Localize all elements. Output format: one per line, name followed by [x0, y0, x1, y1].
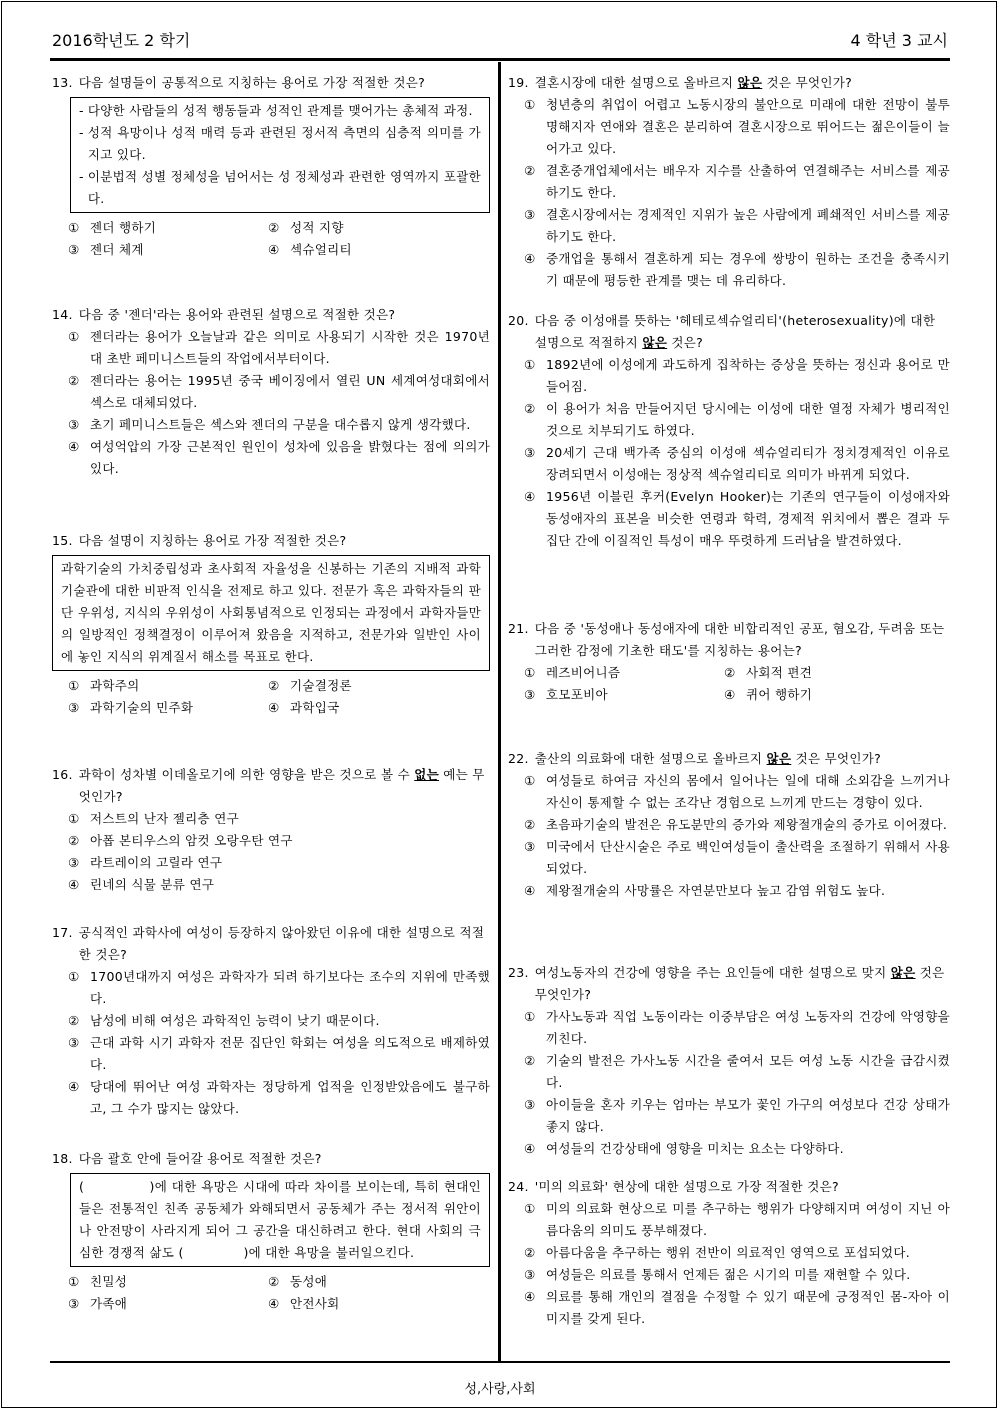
answer-option[interactable]: ① 1892년에 이성에게 과도하게 집착하는 증상을 뜻하는 정신과 용어로 만들어짐.: [524, 357, 950, 394]
subject-footer: 성,사랑,사회: [464, 1382, 536, 1397]
box-item: 이분법적 성별 정체성을 넘어서는 성 정체성과 관련한 영역까지 포괄한다.: [87, 169, 481, 206]
answer-option[interactable]: ① 청년층의 취업이 어렵고 노동시장의 불안으로 미래에 대한 전망이 불투명해지자 연애와 결혼은 분리하여 결혼시장으로 뛰어드는 젊은이들이 늘어가고 있다.: [524, 97, 950, 156]
answer-option[interactable]: ② 초음파기술의 발전은 유도분만의 증가와 제왕절개술의 증가로 이어졌다.: [524, 817, 948, 832]
exam-session: 4 학년 3 교시: [850, 31, 948, 50]
box-item: 성적 욕망이나 성적 매력 등과 관련된 정서적 측면의 심층적 의미를 가지고 있다.: [87, 125, 481, 162]
question-number: 21.: [508, 621, 529, 636]
answer-option[interactable]: ④ 섹슈얼리티: [268, 242, 352, 257]
question-stem: 결혼시장에 대한 설명으로 올바르지 않은 것은 무엇인가?: [534, 75, 853, 90]
answer-option[interactable]: ② 기술의 발전은 가사노동 시간을 줄여서 모든 여성 노동 시간을 급감시켰다.: [524, 1053, 950, 1090]
answer-option[interactable]: ④ 의료를 통해 개인의 결점을 수정할 수 있기 때문에 긍정적인 몸-자아 이미지를 갖게 된다.: [524, 1289, 950, 1326]
column-divider: [498, 62, 501, 1362]
answer-option[interactable]: ④ 과학입국: [268, 700, 340, 715]
answer-option[interactable]: ① 과학주의: [68, 678, 140, 693]
question-16: [52, 764, 490, 922]
answer-option[interactable]: ② 기술결정론: [268, 678, 352, 693]
answer-option[interactable]: ② 사회적 편견: [724, 665, 813, 680]
answer-option[interactable]: ③ 근대 과학 시기 과학자 전문 집단인 학회는 여성을 의도적으로 배제하였다.: [68, 1035, 490, 1072]
answer-option[interactable]: ④ 1956년 이블린 후커(Evelyn Hooker)는 기존의 연구들이 이성애자와 동성애자의 표본을 비슷한 연령과 학력, 경제적 위치에서 뽑은 결과 두 집단 간에 이질적인 특성이 매우 뚜렷하게 드러남을 발견하였다.: [524, 489, 950, 548]
question-number: 17.: [52, 925, 73, 940]
answer-option[interactable]: ① 여성들로 하여금 자신의 몸에서 일어나는 일에 대해 소외감을 느끼거나 자신이 통제할 수 없는 조각난 경험으로 느끼게 만드는 경향이 있다.: [524, 773, 950, 810]
question-box: - 다양한 사람들의 성적 행동들과 성적인 관계를 맺어가는 총체적 과정. - 성적 욕망이나 성적 매력 등과 관련된 정서적 측면의 심층적 의미를 가지고 있다. - 이분법적 성별 정체성을 넘어서는 성 정체성과 관련한 영역까지 포괄한다.: [70, 97, 490, 213]
question-21: [508, 618, 950, 748]
answer-option[interactable]: ④ 당대에 뛰어난 여성 과학자는 정당하게 업적을 인정받았음에도 불구하고, 그 수가 많지는 않았다.: [68, 1079, 490, 1116]
answer-option[interactable]: ③ 여성들은 의료를 통해서 언제든 젊은 시기의 미를 재현할 수 있다.: [524, 1267, 911, 1282]
answer-option[interactable]: ① 저스트의 난자 젤리층 연구: [68, 811, 239, 826]
right-column: [508, 72, 950, 1330]
question-number: 16.: [52, 767, 73, 782]
question-number: 23.: [508, 965, 529, 980]
question-number: 14.: [52, 307, 73, 322]
answer-option[interactable]: ③ 초기 페미니스트들은 섹스와 젠더의 구분을 대수롭지 않게 생각했다.: [68, 417, 471, 432]
answer-option[interactable]: ④ 제왕절개술의 사망률은 자연분만보다 높고 감염 위험도 높다.: [524, 883, 886, 898]
answer-option[interactable]: ② 이 용어가 처음 만들어지던 당시에는 이성에 대한 열정 자체가 병리적인 것으로 치부되기도 하였다.: [524, 401, 950, 438]
left-column: [52, 72, 490, 1315]
answer-option[interactable]: ③ 20세기 근대 백가족 중심의 이성애 섹슈얼리티가 정치경제적인 이유로 장려되면서 이성애는 정상적 섹슈얼리티로 의미가 바뀌게 되었다.: [524, 445, 950, 482]
answer-option[interactable]: ④ 린네의 식물 분류 연구: [68, 877, 215, 892]
question-14: [52, 304, 490, 530]
question-number: 24.: [508, 1179, 529, 1194]
answer-option[interactable]: ④ 퀴어 행하기: [724, 687, 813, 702]
answer-option[interactable]: ④ 안전사회: [268, 1296, 340, 1311]
question-stem: 공식적인 과학사에 여성이 등장하지 않아왔던 이유에 대한 설명으로 적절한 것은?: [78, 925, 485, 962]
question-24: [508, 1176, 950, 1330]
question-19: [508, 72, 950, 310]
answer-option[interactable]: ③ 결혼시장에서는 경제적인 지위가 높은 사람에게 폐쇄적인 서비스를 제공하기도 한다.: [524, 207, 950, 244]
answer-option[interactable]: ① 젠더라는 용어가 오늘날과 같은 의미로 사용되기 시작한 것은 1970년대 초반 페미니스트들의 작업에서부터이다.: [68, 329, 490, 366]
question-stem: 다음 중 '동성애나 동성애자에 대한 비합리적인 공포, 혐오감, 두려움 또는 그러한 감정에 기초한 태도'를 지칭하는 용어는?: [534, 621, 945, 658]
question-23: [508, 962, 950, 1176]
answer-option[interactable]: ② 동성애: [268, 1274, 328, 1289]
answer-option[interactable]: ② 아름다움을 추구하는 행위 전반이 의료적인 영역으로 포섭되었다.: [524, 1245, 911, 1260]
question-box: ( )에 대한 욕망은 시대에 따라 차이를 보이는데, 특히 현대인들은 전통적인 친족 공동체가 와해되면서 공동체가 주는 정서적 위안이나 안전망이 사라지게 되어 그 공간을 대신하려고 한다. 현대 사회의 극심한 경쟁적 삶도 ( )에 대한 욕망을 불러일으킨다.: [70, 1173, 490, 1267]
answer-option[interactable]: ① 친밀성: [68, 1274, 128, 1289]
answer-option[interactable]: ② 성적 지향: [268, 220, 344, 235]
answer-option[interactable]: ② 아폽 본티우스의 암컷 오랑우탄 연구: [68, 833, 293, 848]
question-stem: 다음 중 이성애를 뜻하는 '헤테로섹슈얼리티'(heterosexuality)에 대한 설명으로 적절하지 않은 것은?: [534, 313, 936, 350]
answer-option[interactable]: ② 남성에 비해 여성은 과학적인 능력이 낮기 때문이다.: [68, 1013, 380, 1028]
answer-option[interactable]: ③ 아이들을 혼자 키우는 엄마는 부모가 꽃인 가구의 여성보다 건강 상태가 좋지 않다.: [524, 1097, 950, 1134]
answer-option[interactable]: ① 1700년대까지 여성은 과학자가 되려 하기보다는 조수의 지위에 만족했다.: [68, 969, 490, 1006]
answer-option[interactable]: ④ 여성들의 건강상태에 영향을 미치는 요소는 다양하다.: [524, 1141, 844, 1156]
exam-term: 2016학년도 2 학기: [52, 31, 191, 50]
question-22: [508, 748, 950, 962]
answer-option[interactable]: ① 가사노동과 직업 노동이라는 이중부담은 여성 노동자의 건강에 악영향을 끼친다.: [524, 1009, 950, 1046]
question-number: 22.: [508, 751, 529, 766]
answer-option[interactable]: ① 젠더 행하기: [68, 220, 157, 235]
question-20: [508, 310, 950, 618]
answer-option[interactable]: ② 젠더라는 용어는 1995년 중국 베이징에서 열린 UN 세계여성대회에서 섹스로 대체되었다.: [68, 373, 490, 410]
question-stem: 다음 중 '젠더'라는 용어와 관련된 설명으로 적절한 것은?: [78, 307, 396, 322]
question-box: 과학기술의 가치중립성과 초사회적 자율성을 신봉하는 기존의 지배적 과학기술관에 대한 비판적 인식을 전제로 하고 있다. 전문가 혹은 과학자들의 판단 우위성, 지식의 우위성이 사회통념적으로 인정되는 과정에서 과학자들만의 일방적인 정책결정이 이루어져 왔음을 지적하고, 전문가와 일반인 사이에 놓인 지식의 위계질서 해소를 목표로 한다.: [52, 555, 490, 671]
question-stem: 출산의 의료화에 대한 설명으로 올바르지 않은 것은 무엇인가?: [534, 751, 882, 766]
question-number: 13.: [52, 75, 73, 90]
question-stem: 과학이 성차별 이데올로기에 의한 영향을 받은 것으로 볼 수 없는 예는 무엇인가?: [78, 767, 485, 804]
top-rule: [50, 58, 950, 61]
answer-option[interactable]: ③ 젠더 체계: [68, 242, 144, 257]
question-number: 19.: [508, 75, 529, 90]
answer-option[interactable]: ② 결혼중개업체에서는 배우자 지수를 산출하여 연결해주는 서비스를 제공하기도 한다.: [524, 163, 950, 200]
question-stem: 다음 괄호 안에 들어갈 용어로 적절한 것은?: [78, 1151, 322, 1166]
question-13: [52, 72, 490, 304]
answer-option[interactable]: ③ 미국에서 단산시술은 주로 백인여성들이 출산력을 조절하기 위해서 사용되었다.: [524, 839, 950, 876]
question-stem: 다음 설명이 지칭하는 용어로 가장 적절한 것은?: [78, 533, 347, 548]
question-stem: '미의 의료화' 현상에 대한 설명으로 가장 적절한 것은?: [534, 1179, 839, 1194]
answer-option[interactable]: ③ 가족애: [68, 1296, 128, 1311]
answer-option[interactable]: ③ 호모포비아: [524, 687, 608, 702]
question-number: 15.: [52, 533, 73, 548]
question-18: [52, 1148, 490, 1315]
question-stem: 여성노동자의 건강에 영향을 주는 요인들에 대한 설명으로 맞지 않은 것은 무엇인가?: [534, 965, 945, 1002]
question-17: [52, 922, 490, 1148]
answer-option[interactable]: ④ 중개업을 통해서 결혼하게 되는 경우에 쌍방이 원하는 조건을 충족시키기 때문에 평등한 관계를 맺는 데 유리하다.: [524, 251, 950, 288]
answer-option[interactable]: ④ 여성억압의 가장 근본적인 원인이 성차에 있음을 밝혔다는 점에 의의가 있다.: [68, 439, 490, 476]
answer-option[interactable]: ① 미의 의료화 현상으로 미를 추구하는 행위가 다양해지며 여성이 지닌 아름다움의 의미도 풍부해졌다.: [524, 1201, 950, 1238]
answer-option[interactable]: ③ 라트레이의 고릴라 연구: [68, 855, 223, 870]
question-number: 18.: [52, 1151, 73, 1166]
question-number: 20.: [508, 313, 529, 328]
question-15: [52, 530, 490, 764]
question-stem: 다음 설명들이 공통적으로 지칭하는 용어로 가장 적절한 것은?: [78, 75, 426, 90]
answer-option[interactable]: ③ 과학기술의 민주화: [68, 700, 194, 715]
bottom-rule: [50, 1361, 950, 1363]
box-item: 다양한 사람들의 성적 행동들과 성적인 관계를 맺어가는 총체적 과정.: [87, 103, 473, 118]
answer-option[interactable]: ① 레즈비어니즘: [524, 665, 621, 680]
